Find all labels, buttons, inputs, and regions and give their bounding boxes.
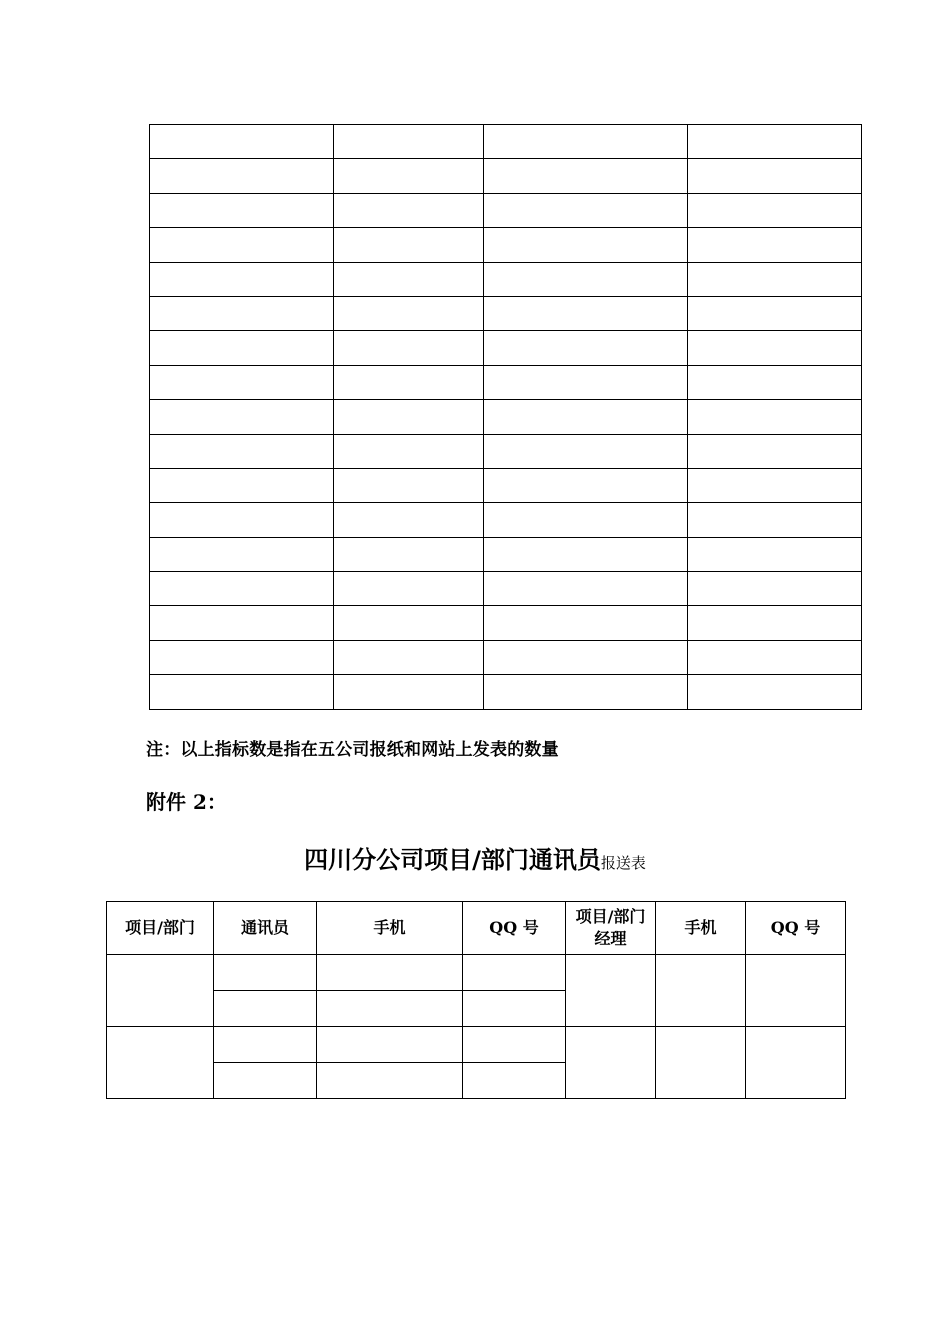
table-cell	[334, 434, 484, 468]
table-row	[150, 503, 862, 537]
table-cell	[688, 640, 862, 674]
qq-cell[interactable]	[463, 1027, 566, 1063]
project-dept-cell[interactable]	[107, 1027, 214, 1099]
header-manager-qq: QQ 号	[746, 902, 846, 955]
manager-qq-cell[interactable]	[746, 955, 846, 1027]
table-cell	[334, 228, 484, 262]
table-cell	[484, 468, 688, 502]
manager-cell[interactable]	[566, 955, 656, 1027]
table-row	[150, 640, 862, 674]
table-cell	[688, 468, 862, 502]
table-cell	[334, 262, 484, 296]
roster-header-row	[107, 902, 846, 955]
table-cell	[334, 159, 484, 193]
table-cell	[150, 365, 334, 399]
table-cell	[150, 296, 334, 330]
header-manager	[566, 902, 656, 955]
table-row	[150, 262, 862, 296]
table-row	[150, 606, 862, 640]
table-cell	[150, 468, 334, 502]
qq-cell[interactable]	[463, 991, 566, 1027]
table-cell	[484, 572, 688, 606]
table-cell	[688, 365, 862, 399]
table-cell	[150, 675, 334, 709]
correspondent-roster-table	[106, 901, 846, 1099]
table-cell	[334, 606, 484, 640]
table-cell	[334, 296, 484, 330]
table-cell	[484, 400, 688, 434]
qq-cell[interactable]	[463, 955, 566, 991]
table-cell	[484, 331, 688, 365]
table-row	[150, 365, 862, 399]
project-dept-cell[interactable]	[107, 955, 214, 1027]
table-row	[150, 675, 862, 709]
table-cell	[688, 159, 862, 193]
header-qq: QQ 号	[463, 902, 566, 955]
table-cell	[688, 296, 862, 330]
table-cell	[150, 331, 334, 365]
indicator-table-body	[150, 125, 862, 710]
table-cell	[150, 262, 334, 296]
mobile-cell[interactable]	[317, 991, 463, 1027]
table-cell	[334, 400, 484, 434]
table-cell	[688, 125, 862, 159]
table-row	[150, 296, 862, 330]
table-cell	[688, 400, 862, 434]
table-cell	[484, 640, 688, 674]
table-cell	[484, 434, 688, 468]
table-row	[150, 400, 862, 434]
mobile-cell[interactable]	[317, 1027, 463, 1063]
table-cell	[688, 606, 862, 640]
table-cell	[334, 331, 484, 365]
table-row	[150, 434, 862, 468]
mobile-cell[interactable]	[317, 1063, 463, 1099]
table-row	[150, 468, 862, 502]
table-cell	[334, 503, 484, 537]
table-cell	[484, 262, 688, 296]
header-manager-mobile: 手机	[656, 902, 746, 955]
header-manager-label: 项目/部门经理	[575, 907, 646, 948]
table-cell	[688, 503, 862, 537]
header-project-dept: 项目/部门	[107, 902, 214, 955]
table-cell	[334, 365, 484, 399]
correspondent-cell[interactable]	[214, 1027, 317, 1063]
table-cell	[484, 296, 688, 330]
table-cell	[484, 125, 688, 159]
table-row	[107, 1027, 846, 1063]
correspondent-cell[interactable]	[214, 1063, 317, 1099]
table-row	[150, 228, 862, 262]
table-cell	[150, 400, 334, 434]
table-cell	[484, 503, 688, 537]
correspondent-cell[interactable]	[214, 991, 317, 1027]
table-cell	[150, 572, 334, 606]
correspondent-cell[interactable]	[214, 955, 317, 991]
table-cell	[688, 262, 862, 296]
roster-table-body	[107, 955, 846, 1099]
table-cell	[688, 228, 862, 262]
table-cell	[688, 537, 862, 571]
indicator-table	[149, 124, 862, 710]
attachment-label: 附件 2：	[146, 790, 227, 814]
qq-cell[interactable]	[463, 1063, 566, 1099]
table-cell	[150, 434, 334, 468]
table-row	[150, 331, 862, 365]
manager-cell[interactable]	[566, 1027, 656, 1099]
table-cell	[688, 193, 862, 227]
table-cell	[150, 159, 334, 193]
mobile-cell[interactable]	[317, 955, 463, 991]
header-correspondent: 通讯员	[214, 902, 317, 955]
table-cell	[150, 606, 334, 640]
form-title	[0, 840, 950, 875]
table-cell	[150, 125, 334, 159]
manager-mobile-cell[interactable]	[656, 1027, 746, 1099]
table-row	[150, 125, 862, 159]
table-cell	[688, 675, 862, 709]
table-cell	[484, 193, 688, 227]
table-cell	[484, 675, 688, 709]
table-cell	[688, 331, 862, 365]
table-row	[150, 572, 862, 606]
table-note: 注：以上指标数是指在五公司报纸和网站上发表的数量	[146, 740, 559, 760]
table-cell	[150, 537, 334, 571]
table-cell	[334, 572, 484, 606]
table-row	[150, 537, 862, 571]
form-title-suffix: 报送表	[600, 854, 646, 872]
table-cell	[484, 228, 688, 262]
table-cell	[334, 640, 484, 674]
table-cell	[150, 503, 334, 537]
manager-mobile-cell[interactable]	[656, 955, 746, 1027]
table-row	[150, 159, 862, 193]
table-cell	[334, 537, 484, 571]
table-cell	[688, 434, 862, 468]
table-cell	[688, 572, 862, 606]
table-cell	[334, 193, 484, 227]
table-cell	[334, 468, 484, 502]
form-title-main: 四川分公司项目/部门通讯员	[304, 846, 601, 874]
table-cell	[150, 193, 334, 227]
table-cell	[334, 675, 484, 709]
table-cell	[150, 228, 334, 262]
table-cell	[484, 606, 688, 640]
header-mobile: 手机	[317, 902, 463, 955]
table-cell	[150, 640, 334, 674]
table-cell	[484, 537, 688, 571]
table-cell	[334, 125, 484, 159]
table-cell	[484, 365, 688, 399]
table-cell	[484, 159, 688, 193]
table-row	[107, 955, 846, 991]
manager-qq-cell[interactable]	[746, 1027, 846, 1099]
table-row	[150, 193, 862, 227]
